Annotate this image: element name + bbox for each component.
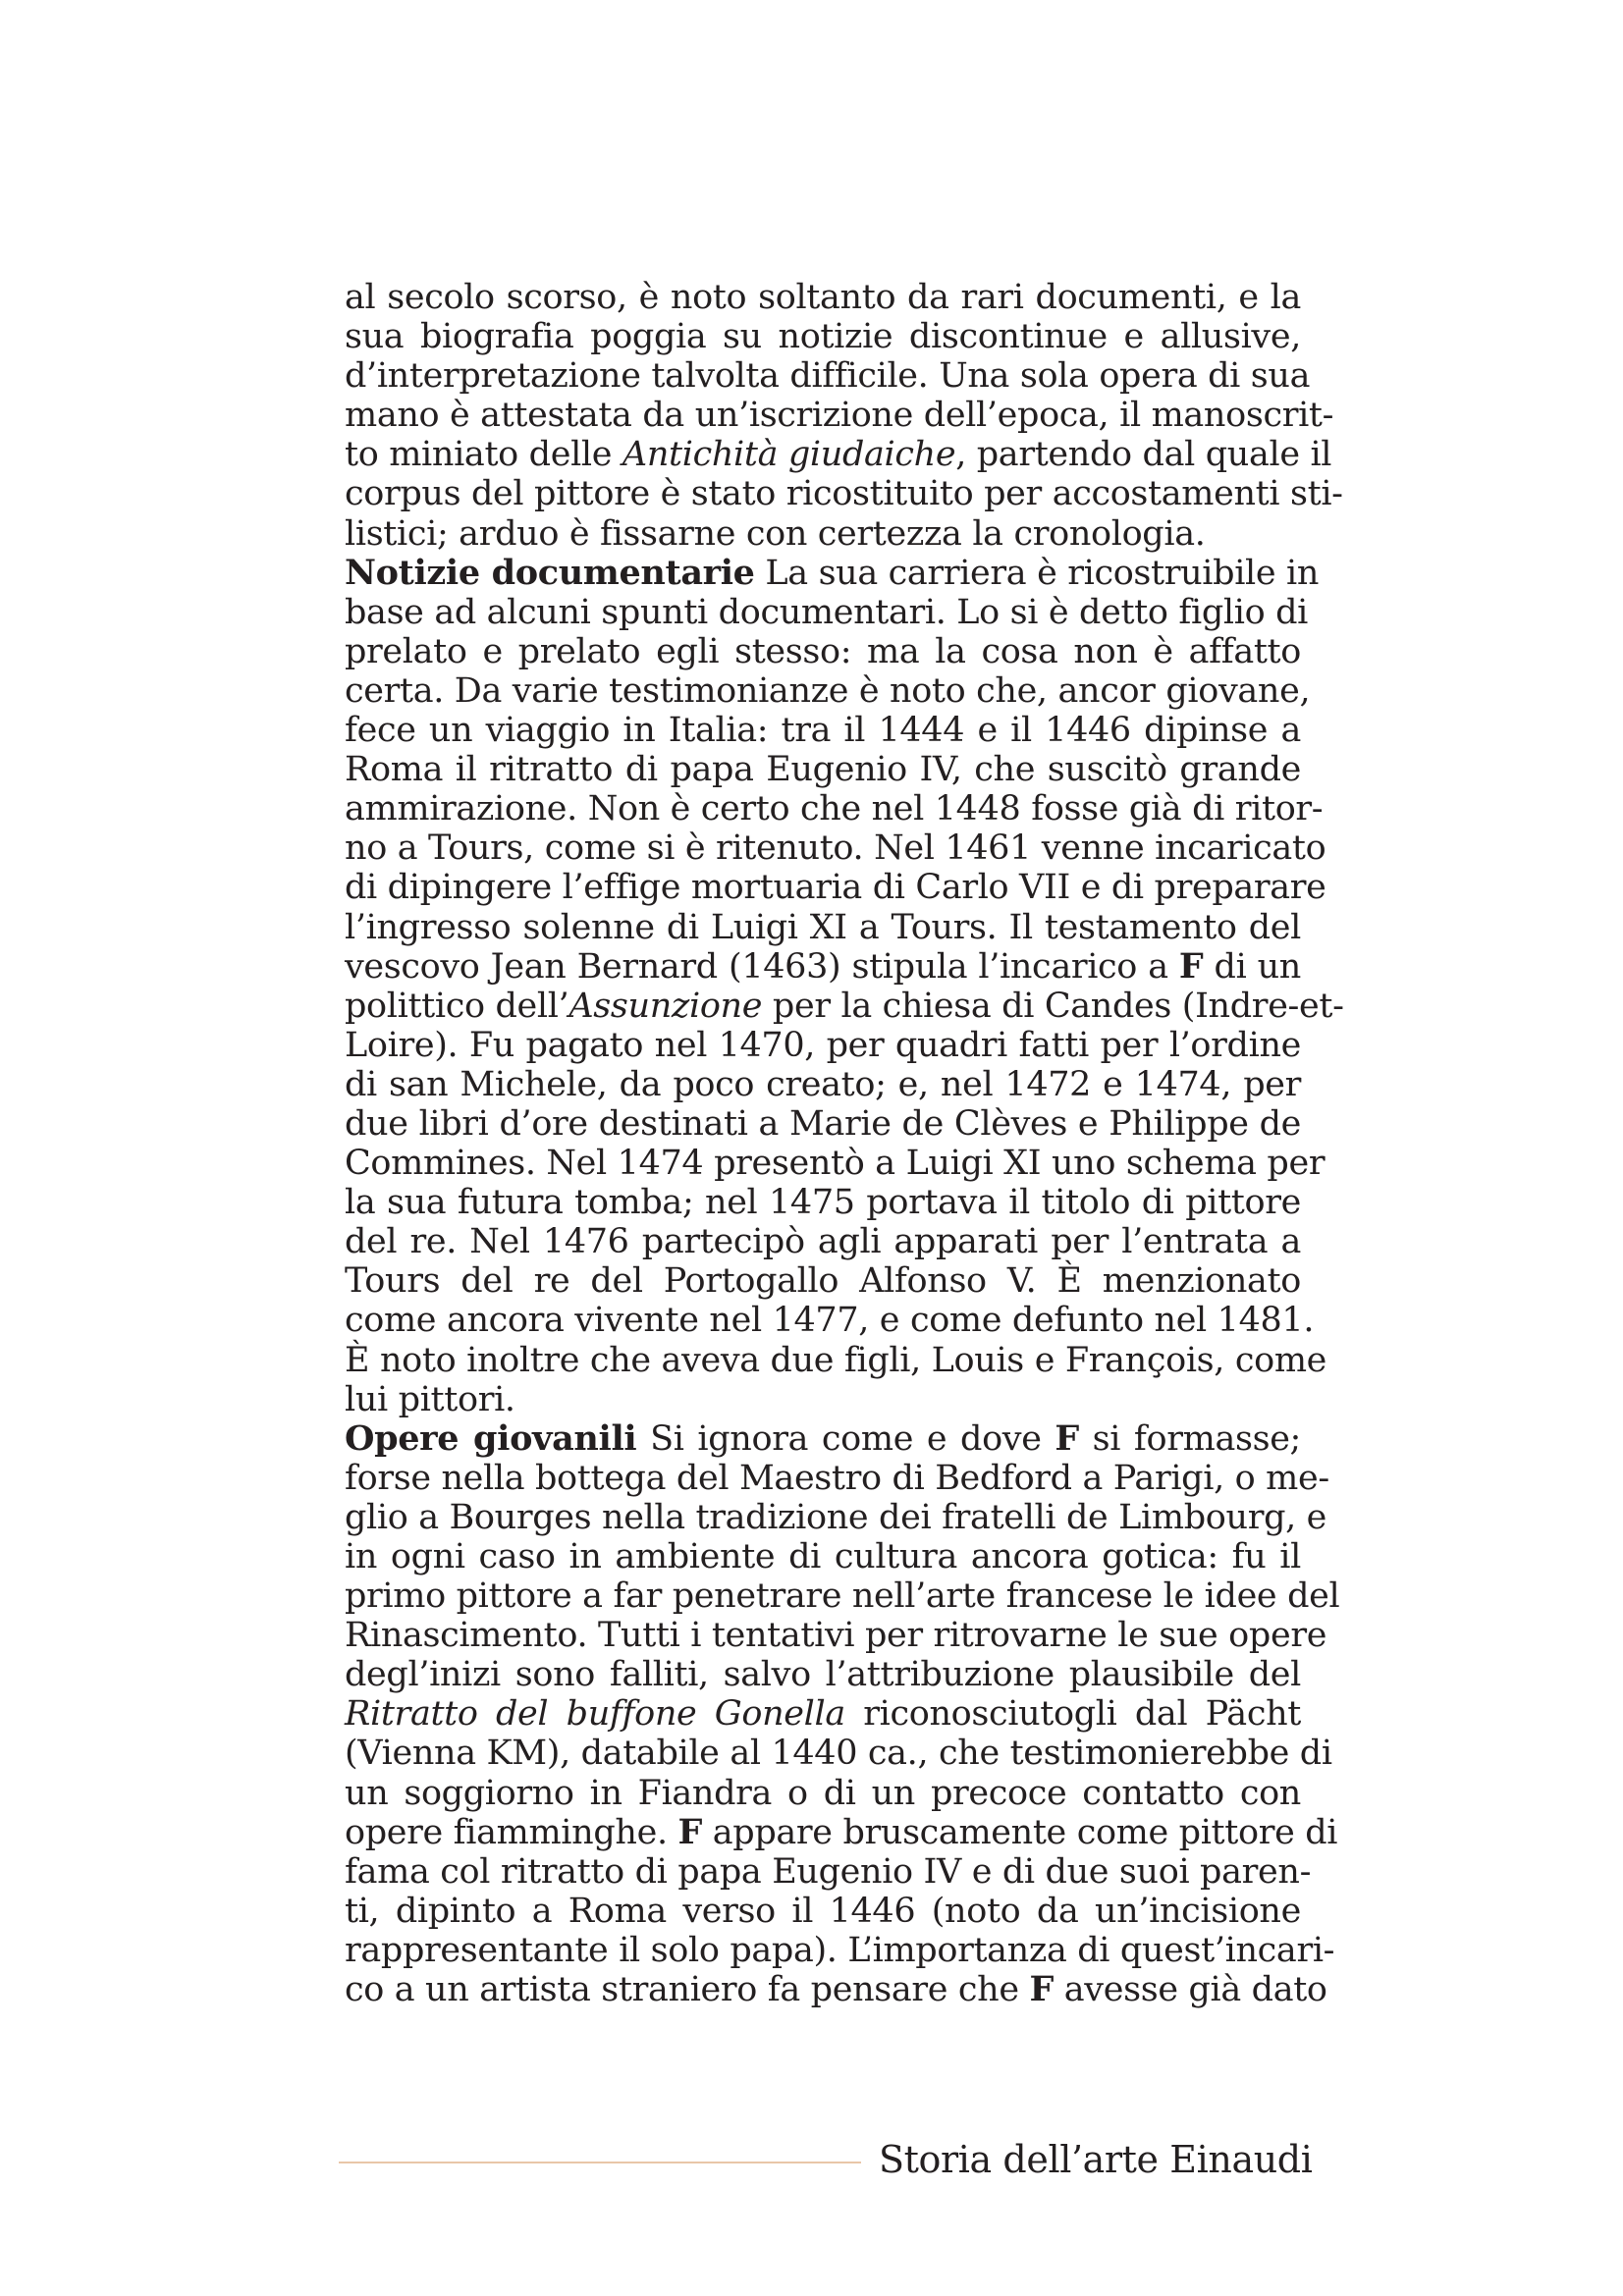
text-run: È noto inoltre che aveva due figli, Louis e François, come [345,1340,1327,1380]
text-run: base ad alcuni spunti documentari. Lo si è detto figlio di [345,592,1308,632]
text-run: lui pittori. [345,1379,515,1419]
text-run: la sua futura tomba; nel 1475 portava il titolo di pittore [345,1183,1301,1223]
text-line [345,1537,1301,1576]
text-line [345,1340,1327,1380]
text-line [345,1065,1301,1104]
text-run: primo pittore a far penetrare nell’arte francese le idee del [345,1576,1340,1617]
text-run: Commines. Nel 1474 presentò a Luigi XI uno schema per [345,1144,1325,1184]
bold-run: F [1029,1969,1055,2010]
text-line [345,474,1343,514]
body-text [345,278,1344,2010]
text-run: al secolo scorso, è noto soltanto da rari documenti, e la [345,278,1301,317]
text-line [345,1694,1301,1734]
footer-rule [339,2162,861,2163]
text-line [345,1183,1301,1222]
text-run: polittico dell’ [345,986,569,1026]
text-line [345,1301,1315,1341]
text-run: l’ingresso solenne di Luigi XI a Tours. Il testamento del [345,907,1301,947]
text-run: no a Tours, come si è ritenuto. Nel 1461 venne incaricato [345,828,1326,869]
text-line [345,670,1311,711]
text-line [345,1616,1327,1656]
text-run: del re. Nel 1476 partecipò agli apparati per l’entrata a [345,1222,1301,1262]
text-line [345,552,1320,593]
text-line [345,1851,1312,1892]
text-run: come ancora vivente nel 1477, e come defunto nel 1481. [345,1301,1315,1341]
text-line [345,435,1332,475]
text-line [345,1026,1301,1065]
text-line [345,1497,1327,1537]
text-run: forse nella bottega del Maestro di Bedford a Parigi, o me- [345,1458,1329,1498]
text-run: di san Michele, da poco creato; e, nel 1472 e 1474, per [345,1064,1301,1104]
text-run: La sua carriera è ricostruibile in [754,553,1320,593]
text-run: to miniato delle [345,435,622,475]
text-run: vescovo Jean Bernard (1463) stipula l’incarico a [345,946,1179,987]
text-run: ti, dipinto a Roma verso il 1446 (noto da un’incisione [345,1891,1301,1931]
italic-run: Ritratto del buffone Gonella [345,1694,845,1735]
text-line [345,1734,1332,1774]
text-run: (Vienna KM), databile al 1440 ca., che testimonierebbe di [345,1734,1332,1774]
text-line [345,317,1301,356]
text-run: d’interpretazione talvolta difficile. Una sola opera di sua [345,356,1311,397]
bold-run: F [1055,1417,1079,1459]
text-run: degl’inizi sono falliti, salvo l’attribuzione plausibile del [345,1655,1301,1695]
text-run: Loire). Fu pagato nel 1470, per quadri fatti per l’ordine [345,1025,1301,1065]
text-line [345,1261,1301,1301]
text-line [345,1774,1301,1813]
text-line [345,1892,1301,1931]
text-line [345,947,1301,987]
text-run: listici; arduo è fissarne con certezza la cronologia. [345,513,1206,554]
text-run: prelato e prelato egli stesso: ma la cosa non è affatto [345,631,1301,671]
text-run: fama col ritratto di papa Eugenio IV e di due suoi paren- [345,1851,1312,1892]
text-line [345,908,1301,947]
text-line [345,356,1311,397]
bold-run: F [677,1811,702,1852]
text-run: per la chiesa di Candes (Indre-et- [762,986,1344,1026]
text-line [345,1811,1338,1852]
italic-run: Assunzione [568,986,763,1026]
text-run: mano è attestata da un’iscrizione dell’epoca, il manoscrit- [345,396,1334,436]
text-line [345,1380,1301,1419]
text-line [345,1222,1301,1261]
text-run: ammirazione. Non è certo che nel 1448 fosse già di ritor- [345,789,1324,829]
text-run: di dipingere l’effige mortuaria di Carlo VII e di preparare [345,868,1326,908]
text-run: certa. Da varie testimonianze è noto che, ancor giovane, [345,670,1311,711]
text-line [345,592,1308,632]
text-line [345,1969,1327,2010]
text-line [345,1419,1301,1459]
text-run: Roma il ritratto di papa Eugenio IV, che suscitò grande [345,750,1301,790]
text-run: un soggiorno in Fiandra o di un precoce contatto con [345,1773,1301,1813]
text-line [345,1655,1301,1694]
text-line [345,750,1301,789]
bold-run: Opere giovanili [345,1417,637,1459]
text-run: co a un artista straniero fa pensare che [345,1970,1030,2010]
text-run: riconosciutogli dal Pächt [844,1694,1301,1735]
text-line [345,1144,1325,1184]
text-line [345,278,1301,317]
text-run: corpus del pittore è stato ricostituito per accostamenti sti- [345,474,1343,514]
text-run: opere fiamminghe. [345,1812,678,1852]
text-run: Si ignora come e dove [636,1418,1055,1459]
text-line [345,396,1334,436]
text-line [345,828,1326,869]
text-run: Tours del re del Portogallo Alfonso V. È menzionato [345,1261,1301,1302]
bold-run: Notizie documentarie [345,552,755,593]
text-run: rappresentante il solo papa). L’importanza di quest’incari- [345,1930,1335,1970]
text-line [345,1104,1301,1144]
text-line [345,1458,1329,1498]
footer-title: Storia dell’arte Einaudi [879,2138,1313,2181]
text-run: sua biografia poggia su notizie discontinue e allusive, [345,317,1301,357]
text-line [345,711,1301,750]
text-run: Rinascimento. Tutti i tentativi per ritrovarne le sue opere [345,1616,1327,1656]
text-run: due libri d’ore destinati a Marie de Clèves e Philippe de [345,1103,1301,1144]
text-run: di un [1203,946,1301,987]
text-run: si formasse; [1078,1418,1301,1459]
text-line [345,1576,1340,1617]
text-run: fece un viaggio in Italia: tra il 1444 e il 1446 dipinse a [345,711,1301,751]
text-run: appare bruscamente come pittore di [702,1812,1338,1852]
text-line [345,1930,1335,1970]
text-run: in ogni caso in ambiente di cultura ancora gotica: fu il [345,1537,1301,1576]
text-run: avesse già dato [1054,1970,1327,2010]
text-line [345,632,1301,671]
text-line [345,789,1324,829]
text-run: , partendo dal quale il [955,435,1332,475]
text-run: glio a Bourges nella tradizione dei fratelli de Limbourg, e [345,1497,1327,1537]
bold-run: F [1178,945,1204,987]
text-line [345,986,1344,1026]
italic-run: Antichità giudaiche [622,435,956,475]
text-line [345,868,1326,908]
text-line [345,514,1301,554]
